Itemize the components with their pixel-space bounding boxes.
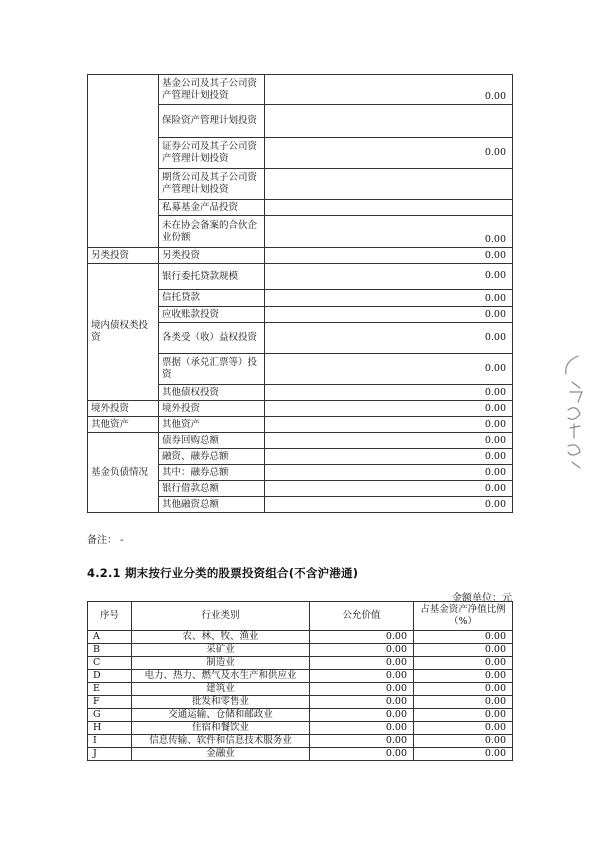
item-cell: 各类受（收）益权投资 <box>159 323 265 354</box>
category-cell: 其他资产 <box>88 417 159 433</box>
item-cell: 证券公司及其子公司资产管理计划投资 <box>159 138 265 169</box>
seal-stamp-image <box>558 352 588 472</box>
table-row <box>88 748 513 761</box>
table-row <box>88 722 513 735</box>
item-cell: 票据（承兑汇票等）投资 <box>159 354 265 385</box>
ratio-cell: 0.00 <box>414 722 513 735</box>
industry-stock-table <box>87 601 513 761</box>
industry-cell: 农、林、牧、渔业 <box>132 631 310 644</box>
table-header-row <box>88 602 513 631</box>
seq-cell: H <box>88 722 132 735</box>
industry-cell: 信息传输、软件和信息技术服务业 <box>132 735 310 748</box>
table-row <box>88 735 513 748</box>
item-cell: 未在协会备案的合伙企业份额 <box>159 216 265 248</box>
value-cell <box>265 169 513 200</box>
item-cell: 保险资产管理计划投资 <box>159 105 265 138</box>
category-cell <box>88 75 159 248</box>
category-cell: 另类投资 <box>88 248 159 264</box>
item-cell: 银行借款总额 <box>159 481 265 497</box>
section-heading: 4.2.1 期末按行业分类的股票投资组合(不含沪港通) <box>87 566 359 580</box>
seq-cell: F <box>88 696 132 709</box>
value-cell: 0.00 <box>265 138 513 169</box>
fair-value-cell: 0.00 <box>310 657 414 670</box>
table-row <box>88 401 513 417</box>
seq-cell: D <box>88 670 132 683</box>
fair-value-cell: 0.00 <box>310 735 414 748</box>
industry-cell: 电力、热力、燃气及水生产和供应业 <box>132 670 310 683</box>
value-cell: 0.00 <box>265 290 513 307</box>
seq-cell: G <box>88 709 132 722</box>
header-ratio: 占基金资产净值比例（%） <box>414 602 513 631</box>
industry-cell: 交通运输、仓储和邮政业 <box>132 709 310 722</box>
category-cell: 基金负债情况 <box>88 433 159 513</box>
ratio-cell: 0.00 <box>414 670 513 683</box>
value-cell: 0.00 <box>265 449 513 465</box>
fair-value-cell: 0.00 <box>310 683 414 696</box>
fair-value-cell: 0.00 <box>310 631 414 644</box>
item-cell: 银行委托贷款规模 <box>159 264 265 290</box>
value-cell: 0.00 <box>265 433 513 449</box>
table-row <box>88 657 513 670</box>
table-row <box>88 75 513 105</box>
ratio-cell: 0.00 <box>414 735 513 748</box>
table-row <box>88 417 513 433</box>
value-cell: 0.00 <box>265 323 513 354</box>
ratio-cell: 0.00 <box>414 657 513 670</box>
seq-cell: C <box>88 657 132 670</box>
item-cell: 基金公司及其子公司资产管理计划投资 <box>159 75 265 105</box>
asset-allocation-table <box>87 74 513 513</box>
item-cell: 债券回购总额 <box>159 433 265 449</box>
item-cell: 其他资产 <box>159 417 265 433</box>
item-cell: 其他债权投资 <box>159 385 265 401</box>
seq-cell: A <box>88 631 132 644</box>
item-cell: 其中：融券总额 <box>159 465 265 481</box>
fair-value-cell: 0.00 <box>310 696 414 709</box>
value-cell: 0.00 <box>265 497 513 513</box>
value-cell <box>265 200 513 216</box>
amount-unit-label: 金额单位：元 <box>452 593 512 604</box>
table-row <box>88 644 513 657</box>
industry-cell: 金融业 <box>132 748 310 761</box>
fair-value-cell: 0.00 <box>310 670 414 683</box>
value-cell: 0.00 <box>265 354 513 385</box>
table-row <box>88 709 513 722</box>
industry-cell: 制造业 <box>132 657 310 670</box>
table-row <box>88 696 513 709</box>
ratio-cell: 0.00 <box>414 709 513 722</box>
table-row <box>88 631 513 644</box>
fair-value-cell: 0.00 <box>310 709 414 722</box>
ratio-cell: 0.00 <box>414 631 513 644</box>
value-cell <box>265 105 513 138</box>
seq-cell: E <box>88 683 132 696</box>
value-cell: 0.00 <box>265 248 513 264</box>
table-row <box>88 264 513 290</box>
industry-cell: 建筑业 <box>132 683 310 696</box>
value-cell: 0.00 <box>265 385 513 401</box>
ratio-cell: 0.00 <box>414 748 513 761</box>
value-cell: 0.00 <box>265 307 513 323</box>
value-cell: 0.00 <box>265 216 513 248</box>
item-cell: 另类投资 <box>159 248 265 264</box>
table-row <box>88 683 513 696</box>
item-cell: 其他融资总额 <box>159 497 265 513</box>
ratio-cell: 0.00 <box>414 644 513 657</box>
item-cell: 融资、融券总额 <box>159 449 265 465</box>
industry-cell: 住宿和餐饮业 <box>132 722 310 735</box>
table-row <box>88 433 513 449</box>
seq-cell: I <box>88 735 132 748</box>
industry-cell: 批发和零售业 <box>132 696 310 709</box>
value-cell: 0.00 <box>265 465 513 481</box>
item-cell: 私募基金产品投资 <box>159 200 265 216</box>
ratio-cell: 0.00 <box>414 683 513 696</box>
seq-cell: B <box>88 644 132 657</box>
value-cell: 0.00 <box>265 417 513 433</box>
seq-cell: J <box>88 748 132 761</box>
item-cell: 应收账款投资 <box>159 307 265 323</box>
table-row <box>88 670 513 683</box>
table-note: 备注： - <box>87 535 124 546</box>
item-cell: 信托贷款 <box>159 290 265 307</box>
header-industry: 行业类别 <box>132 602 310 631</box>
seal-stamp-icon <box>558 352 588 472</box>
fair-value-cell: 0.00 <box>310 644 414 657</box>
category-cell: 境外投资 <box>88 401 159 417</box>
header-fair-value: 公允价值 <box>310 602 414 631</box>
ratio-cell: 0.00 <box>414 696 513 709</box>
fair-value-cell: 0.00 <box>310 722 414 735</box>
value-cell: 0.00 <box>265 481 513 497</box>
value-cell: 0.00 <box>265 264 513 290</box>
value-cell: 0.00 <box>265 75 513 105</box>
table-row <box>88 248 513 264</box>
header-seq: 序号 <box>88 602 132 631</box>
item-cell: 境外投资 <box>159 401 265 417</box>
value-cell: 0.00 <box>265 401 513 417</box>
industry-cell: 采矿业 <box>132 644 310 657</box>
item-cell: 期货公司及其子公司资产管理计划投资 <box>159 169 265 200</box>
category-cell: 境内债权类投资 <box>88 264 159 401</box>
fair-value-cell: 0.00 <box>310 748 414 761</box>
